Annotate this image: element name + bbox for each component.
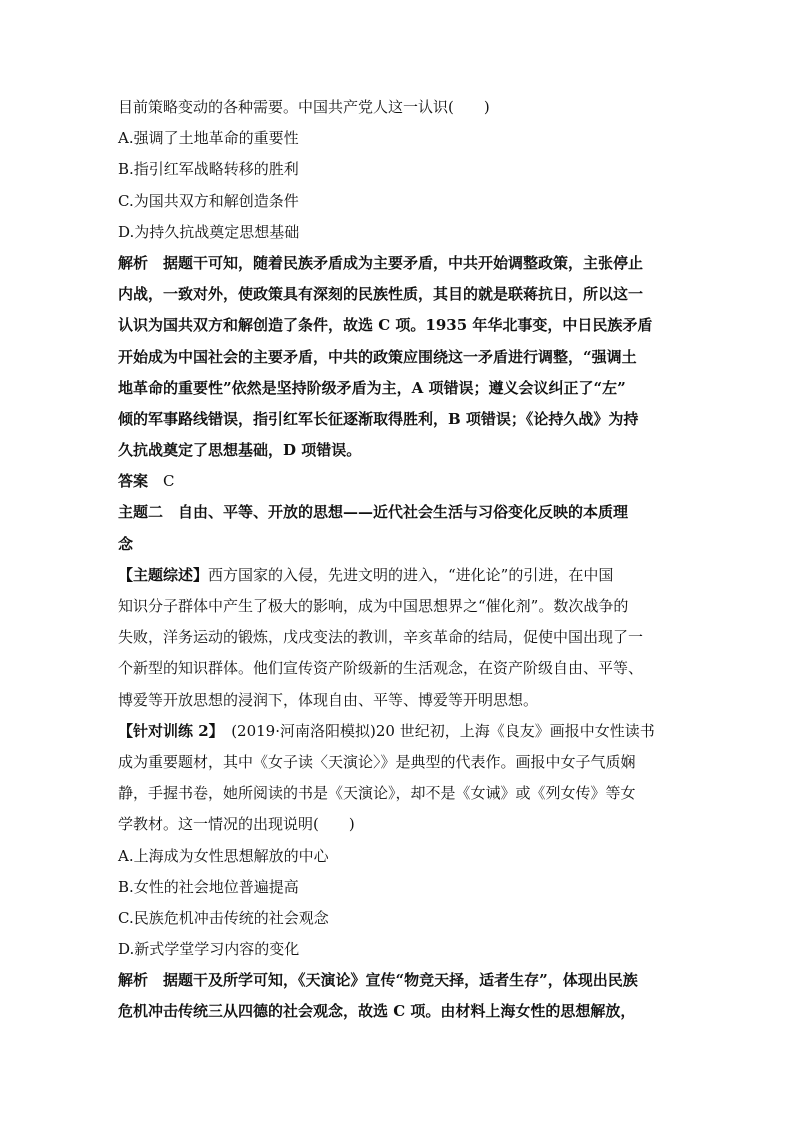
q1-stem-tail: 目前策略变动的各种需要。中国共产党人这一认识( ) — [118, 98, 490, 116]
q2-analysis-line-1 — [118, 965, 678, 996]
q1-analysis-line-5: 地革命的重要性”依然是坚持阶级矛盾为主，A 项错误；遵义会议纠正了“左” — [118, 378, 626, 397]
q1-analysis-line-4: 开始成为中国社会的主要矛盾，中共的政策应围绕这一矛盾进行调整，“强调土 — [118, 347, 637, 366]
q1-option-c: C.为国共双方和解创造条件 — [118, 191, 299, 210]
q1-analysis-line-3: 认识为国共双方和解创造了条件，故选 C 项。1935 年华北事变，中日民族矛盾 — [118, 316, 653, 335]
topic2-summary-text-1: 西方国家的入侵，先进文明的进入，“进化论”的引进，在中国 — [208, 565, 614, 584]
topic2-summary-line-3: 失败，洋务运动的锻炼，戊戌变法的教训，辛亥革命的结局，促使中国出现了一 — [118, 628, 644, 647]
q2-analysis-label: 解析 — [118, 971, 149, 990]
q2-stem-line-4: 学教材。这一情况的出现说明( ) — [118, 815, 355, 834]
topic2-title-line-2: 念 — [118, 534, 134, 553]
document-page — [118, 92, 678, 1028]
q2-stem-line-3: 静，手握书卷，她所阅读的书是《天演论》，却不是《女诫》或《列女传》等女 — [118, 784, 636, 803]
topic2-summary-label: 【主题综述】 — [118, 565, 209, 584]
topic2-summary-line-5: 博爱等开放思想的浸润下，体现自由、平等、博爱等开明思想。 — [118, 690, 539, 709]
topic2-summary-line-1 — [118, 560, 678, 591]
q2-option-d: D.新式学堂学习内容的变化 — [118, 940, 300, 959]
q1-analysis-line-2: 内战，一致对外，使政策具有深刻的民族性质，其目的就是联蒋抗日，所以这一 — [118, 285, 644, 304]
topic2-summary-line-4: 个新型的知识群体。他们宣传资产阶级新的生活观念，在资产阶级自由、平等、 — [118, 659, 644, 678]
q1-analysis-line-6: 倾的军事路线错误，指引红军长征逐渐取得胜利，B 项错误；《论持久战》为持 — [118, 409, 639, 428]
q2-option-a: A.上海成为女性思想解放的中心 — [118, 846, 329, 865]
q1-option-d: D.为持久抗战奠定思想基础 — [118, 222, 300, 241]
q1-analysis-text-1: 据题干可知，随着民族矛盾成为主要矛盾，中共开始调整政策，主张停止 — [163, 253, 644, 272]
q2-analysis-text-1: 据题干及所学可知，《天演论》宣传“物竞天择，适者生存”，体现出民族 — [163, 971, 638, 990]
topic2-title-line-1: 主题二 自由、平等、开放的思想——近代社会生活与习俗变化反映的本质理 — [118, 503, 629, 522]
q2-option-b: B.女性的社会地位普遍提高 — [118, 877, 299, 896]
q2-source: (2019·河南洛阳模拟) — [231, 721, 376, 740]
q1-option-b: B.指引红军战略转移的胜利 — [118, 160, 299, 179]
q1-answer-value: C — [163, 472, 175, 491]
q2-option-c: C.民族危机冲击传统的社会观念 — [118, 908, 329, 927]
topic2-summary-line-2: 知识分子群体中产生了极大的影响，成为中国思想界之“催化剂”。数次战争的 — [118, 597, 629, 615]
q2-analysis-line-2: 危机冲击传统三从四德的社会观念，故选 C 项。由材料上海女性的思想解放， — [118, 1002, 636, 1021]
q2-stem-line-2: 成为重要题材，其中《女子读〈天演论〉》是典型的代表作。画报中女子气质娴 — [118, 752, 636, 771]
q1-answer-line — [118, 466, 678, 497]
q2-stem-line-1 — [118, 716, 678, 747]
q1-analysis-line-7: 久抗战奠定了思想基础，D 项错误。 — [118, 441, 362, 460]
q1-option-a: A.强调了土地革命的重要性 — [118, 129, 299, 148]
q1-analysis-label: 解析 — [118, 253, 149, 272]
q1-analysis-line-1 — [118, 248, 678, 279]
q2-stem-text-1: 20 世纪初，上海《良友》画报中女性读书 — [375, 721, 655, 740]
q2-label: 【针对训练 2】 — [118, 721, 217, 740]
q1-answer-label: 答案 — [118, 472, 149, 491]
